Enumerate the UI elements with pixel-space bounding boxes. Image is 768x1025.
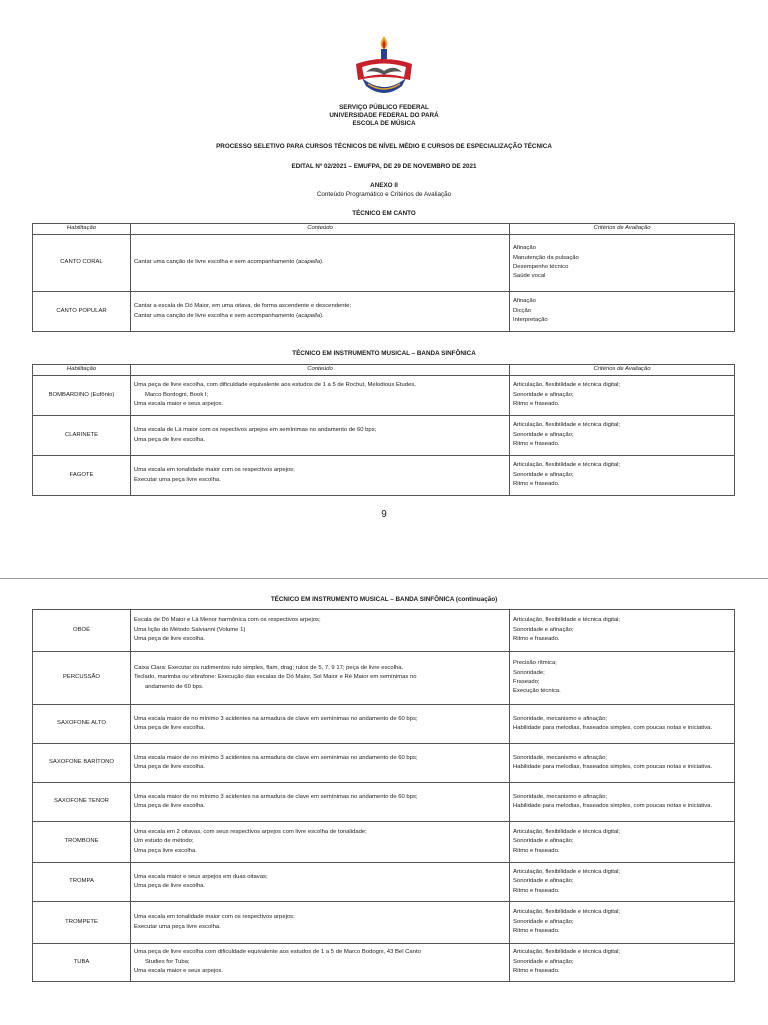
criterio-line: Dicção: [513, 307, 532, 314]
criterio-line: Articulação, flexibilidade e técnica digital;: [513, 909, 621, 916]
table-banda-continuacao: [32, 609, 735, 982]
table-row: [33, 822, 735, 863]
criterio-line: Sonoridade e afinação;: [513, 878, 574, 885]
criterio-line: Articulação, flexibilidade e técnica digital;: [513, 828, 621, 835]
conteudo-line: Uma escala maior e seus arpejos.: [134, 401, 224, 408]
table-row: [33, 376, 735, 416]
habilitacao-cell: SAXOFONE ALTO: [33, 705, 131, 744]
conteudo-line: Executar uma peça livre escolha.: [134, 476, 221, 483]
col-header-conteudo: Conteúdo: [131, 224, 510, 235]
conteudo-cell: [131, 292, 510, 332]
conteudo-cell: [131, 863, 510, 902]
conteudo-line: Uma peça de livre escolha.: [134, 764, 206, 770]
conteudo-line: Uma escala em 2 oitavas, com seus respectivos arpejos com livre escolha de tonalidade;: [134, 828, 367, 835]
criterios-cell: [510, 376, 735, 416]
criterios-cell: [510, 610, 735, 652]
criterios-cell: [510, 235, 735, 292]
criterio-line: Precisão rítmica;: [513, 660, 557, 667]
criterio-line: Articulação, flexibilidade e técnica digital;: [513, 949, 621, 956]
criterio-line: Sonoridade e afinação;: [513, 958, 574, 965]
criterio-line: Ritmo e fraseado.: [513, 401, 560, 408]
table-banda: [32, 364, 735, 496]
criterio-line: Sonoridade;: [513, 669, 545, 676]
criterio-line: Ritmo e fraseado.: [513, 968, 560, 975]
conteudo-line: Caixa Clara: Executar os rudimentos rulo simples, flam, drag; rulos de 5, 7, 9 17; peça de livre escolha.: [134, 664, 404, 671]
header-line-3: ESCOLA DE MÚSICA: [352, 120, 416, 127]
section-title-canto: TÉCNICO EM CANTO: [352, 210, 416, 217]
criterio-line: Sonoridade, mecanismo e afinação;: [513, 715, 607, 722]
habilitacao-cell: CLARINETE: [33, 416, 131, 456]
conteudo-line: Uma escala maior e seus arpejos em duas oitavas;: [134, 873, 268, 880]
table-row: [33, 783, 735, 822]
header-line-2: UNIVERSIDADE FEDERAL DO PARÁ: [329, 112, 439, 119]
habilitacao-cell: CANTO CORAL: [33, 235, 131, 292]
criterios-cell: [510, 822, 735, 863]
conteudo-line: Uma escala maior de no mínimo 3 acidentes na armadura de clave em semínimas no andamento de 60 bps;: [134, 754, 418, 761]
page-number: 9: [381, 509, 387, 520]
criterio-line: Sonoridade e afinação;: [513, 471, 574, 478]
criterio-line: Articulação, flexibilidade e técnica digital;: [513, 868, 621, 875]
habilitacao-cell: BOMBARDINO (Eufônio): [33, 376, 131, 416]
ufpa-crest-logo: [352, 34, 416, 102]
criterios-cell: [510, 863, 735, 902]
habilitacao-cell: FAGOTE: [33, 456, 131, 496]
conteudo-line: Um estudo de método;: [134, 838, 194, 845]
habilitacao-cell: TUBA: [33, 944, 131, 982]
table-row: [33, 705, 735, 744]
table-row: [33, 902, 735, 944]
conteudo-line: Uma escala em tonalidade maior com os respectivos arpejos;: [134, 467, 295, 474]
criterio-line: Articulação, flexibilidade e técnica digital;: [513, 462, 621, 469]
conteudo-cell: [131, 610, 510, 652]
conteudo-line: Uma escala maior de no mínimo 3 acidentes na armadura de clave em semínimas no andamento de 60 bps;: [134, 793, 418, 800]
criterio-line: Saúde vocal: [513, 273, 546, 280]
table-row: [33, 416, 735, 456]
criterio-line: Sonoridade, mecanismo e afinação;: [513, 793, 607, 800]
criterio-line: Ritmo e fraseado.: [513, 847, 560, 854]
criterio-line: Habilidade para melodias, fraseados simples, com poucas notas e iniciativa.: [513, 764, 713, 770]
table-row: [33, 456, 735, 496]
col-header-habilitacao: Habilitação: [33, 365, 131, 376]
habilitacao-cell: TROMBONE: [33, 822, 131, 863]
conteudo-line: andamento de 60 bps.: [145, 683, 204, 690]
document-page-10: [0, 578, 768, 1025]
criterios-cell: [510, 944, 735, 982]
conteudo-cell: [131, 822, 510, 863]
table-row: [33, 744, 735, 783]
criterios-cell: [510, 652, 735, 705]
conteudo-cell: [131, 744, 510, 783]
conteudo-line: Uma escala maior e seus arpejos.: [134, 968, 224, 975]
annex-title: ANEXO II: [370, 182, 398, 189]
criterio-line: Manutenção da pulsação: [513, 254, 579, 261]
criterio-line: Fraseado;: [513, 679, 540, 685]
conteudo-cell: [131, 416, 510, 456]
criterio-line: Articulação, flexibilidade e técnica digital;: [513, 422, 621, 429]
criterio-line: Ritmo e fraseado.: [513, 441, 560, 448]
criterio-line: Sonoridade e afinação;: [513, 918, 574, 925]
table-row: [33, 235, 735, 292]
conteudo-line: Uma peça de livre escolha.: [134, 725, 206, 731]
conteudo-line: Uma peça de livre escolha, com dificuldade equivalente aos estudos de 1 a 5 de Rochut, Melodious Etudes,: [134, 382, 416, 389]
criterio-line: Habilidade para melodias, fraseados simples, com poucas notas e iniciativa.: [513, 803, 713, 809]
criterios-cell: [510, 902, 735, 944]
conteudo-cell: [131, 783, 510, 822]
header-line-1: SERVIÇO PÚBLICO FEDERAL: [339, 104, 429, 111]
col-header-criterios: Critérios de Avaliação: [510, 224, 735, 235]
criterio-line: Ritmo e fraseado.: [513, 481, 560, 488]
habilitacao-cell: OBOÉ: [33, 610, 131, 652]
conteudo-line: Uma peça de livre escolha.: [134, 636, 206, 643]
table-canto: [32, 223, 735, 332]
criterios-cell: [510, 456, 735, 496]
conteudo-line: Uma peça de livre escolha.: [134, 883, 206, 889]
conteudo-line: Teclado, marimba ou vibrafone: Execução das escalas de Dó Maior, Sol Maior e Ré Maior em semínimas no: [134, 674, 417, 681]
criterio-line: Execução técnica.: [513, 688, 561, 695]
criterio-line: Sonoridade, mecanismo e afinação;: [513, 754, 607, 761]
habilitacao-cell: TROMPA: [33, 863, 131, 902]
section-title-banda: TÉCNICO EM INSTRUMENTO MUSICAL – BANDA SINFÔNICA: [292, 350, 476, 357]
criterio-line: Interpretação: [513, 317, 548, 324]
conteudo-line: Escala de Dó Maior e Lá Menor harmônica com os respectivos arpejos;: [134, 617, 321, 624]
col-header-habilitacao: Habilitação: [33, 224, 131, 235]
conteudo-cell: [131, 652, 510, 705]
criterios-cell: [510, 705, 735, 744]
habilitacao-cell: TROMPETE: [33, 902, 131, 944]
conteudo-line: Uma escala de Lá maior com os repectivos arpejos em semínimas no andamento de 60 bps;: [134, 427, 377, 434]
conteudo-line: Studies for Tuba;: [145, 958, 190, 965]
conteudo-cell: [131, 902, 510, 944]
criterio-line: Articulação, flexibilidade e técnica digital;: [513, 617, 621, 624]
habilitacao-cell: SAXOFONE BARÍTONO: [33, 744, 131, 783]
criterios-cell: [510, 416, 735, 456]
table-row: [33, 944, 735, 982]
conteudo-line: Uma escala maior de no mínimo 3 acidentes na armadura de clave em semínimas no andamento de 60 bps;: [134, 715, 418, 722]
conteudo-cell: [131, 705, 510, 744]
criterio-line: Habilidade para melodias, fraseados simples, com poucas notas e iniciativa.: [513, 725, 713, 731]
table-row: [33, 863, 735, 902]
criterios-cell: [510, 292, 735, 332]
conteudo-line: Uma lição do Método Salvianni (Volume 1): [134, 626, 246, 633]
conteudo-line: Cantar uma canção de livre escolha e sem acompanhamento (acapella).: [134, 312, 324, 319]
criterio-line: Sonoridade e afinação;: [513, 391, 574, 398]
criterio-line: Afinação: [513, 245, 536, 252]
section-title-banda-continuacao: TÉCNICO EM INSTRUMENTO MUSICAL – BANDA SINFÔNICA (continuação): [270, 596, 498, 603]
criterio-line: Ritmo e fraseado.: [513, 928, 560, 935]
process-title: PROCESSO SELETIVO PARA CURSOS TÉCNICOS DE NÍVEL MÉDIO E CURSOS DE ESPECIALIZAÇÃO TÉCNICA: [216, 143, 552, 150]
col-header-conteudo: Conteúdo: [131, 365, 510, 376]
criterios-cell: [510, 783, 735, 822]
annex-subtitle: Conteúdo Programático e Critérios de Avaliação: [316, 191, 452, 198]
conteudo-line: Cantar uma canção de livre escolha e sem acompanhamento (acapella).: [134, 259, 324, 266]
edital-line: EDITAL Nº 02/2021 – EMUFPA, DE 29 DE NOVEMBRO DE 2021: [291, 163, 477, 170]
conteudo-cell: [131, 944, 510, 982]
table-row: [33, 652, 735, 705]
criterio-line: Articulação, flexibilidade e técnica digital;: [513, 382, 621, 389]
criterio-line: Ritmo e fraseado.: [513, 636, 560, 643]
habilitacao-cell: CANTO POPULAR: [33, 292, 131, 332]
conteudo-cell: [131, 456, 510, 496]
col-header-criterios: Critérios de Avaliação: [510, 365, 735, 376]
conteudo-line: Uma peça de livre escolha.: [134, 436, 206, 443]
table-row: [33, 292, 735, 332]
criterio-line: Sonoridade e afinação;: [513, 626, 574, 633]
habilitacao-cell: SAXOFONE TENOR: [33, 783, 131, 822]
conteudo-line: Uma peça de livre escolha com dificuldade equivalente aos estudos de 1 a 5 de Marco Bodogni, 43 Bel Canto: [134, 949, 421, 956]
criterio-line: Desempenho técnico: [513, 264, 569, 270]
habilitacao-cell: PERCUSSÃO: [33, 652, 131, 705]
table-row: [33, 610, 735, 652]
conteudo-line: Executar uma peça livre escolha.: [134, 923, 221, 930]
conteudo-cell: [131, 235, 510, 292]
conteudo-cell: [131, 376, 510, 416]
criterio-line: Sonoridade e afinação;: [513, 431, 574, 438]
conteudo-line: Uma escala em tonalidade maior com os respectivos arpejos;: [134, 914, 295, 921]
criterio-line: Afinação: [513, 298, 536, 305]
conteudo-line: Uma peça livre escolha.: [134, 847, 197, 854]
criterios-cell: [510, 744, 735, 783]
conteudo-line: Cantar a escala de Dó Maior, em uma oitava, de forma ascendente e descendente;: [134, 303, 352, 310]
criterio-line: Sonoridade e afinação;: [513, 838, 574, 845]
criterio-line: Ritmo e fraseado.: [513, 887, 560, 894]
conteudo-line: Uma peça de livre escolha.: [134, 803, 206, 809]
conteudo-line: Marco Bordogni, Book I;: [145, 391, 209, 398]
